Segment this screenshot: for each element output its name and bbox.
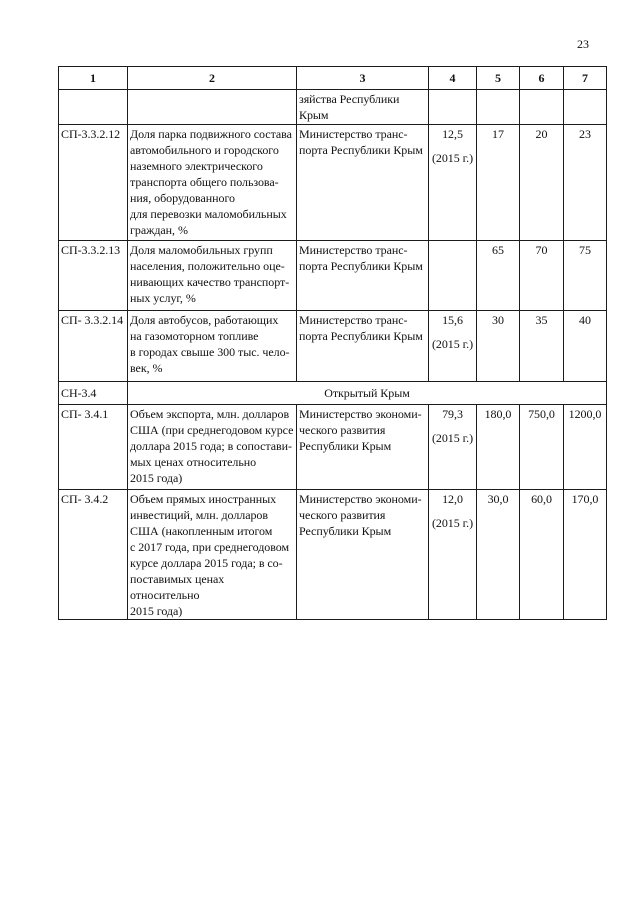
value-cell-5: 65	[477, 241, 520, 311]
value-cell-5: 30,0	[477, 490, 520, 620]
indicator-name-cell: Доля автобусов, работающих на газомоторном топливе в городах свыше 300 тыс. чело- век, %	[128, 311, 297, 382]
value-cell-6: 750,0	[520, 405, 564, 490]
value-cell-7: 75	[564, 241, 607, 311]
value-cell-7: 1200,0	[564, 405, 607, 490]
section-code-cell: СН-3.4	[59, 382, 128, 405]
base-value: 12,0	[442, 492, 463, 506]
value-cell-6: 60,0	[520, 490, 564, 620]
column-header-1: 1	[59, 67, 128, 90]
responsible-body-cell: Министерство транс- порта Республики Крым	[297, 241, 429, 311]
section-title: Открытый Крым	[128, 382, 607, 405]
value-cell-7	[564, 90, 607, 125]
base-value-cell	[429, 405, 477, 490]
indicator-code-cell: СП- 3.4.1	[59, 405, 128, 490]
column-header-7: 7	[564, 67, 607, 90]
column-header-4: 4	[429, 67, 477, 90]
column-header-6: 6	[520, 67, 564, 90]
base-value: 79,3	[442, 407, 463, 421]
value-cell-6: 35	[520, 311, 564, 382]
base-year: (2015 г.)	[431, 151, 474, 165]
page-number: 23	[577, 37, 589, 51]
responsible-body-cell: Министерство экономи- ческого развития Республики Крым	[297, 405, 429, 490]
indicator-code-cell: СП-3.3.2.12	[59, 125, 128, 241]
value-cell-5: 30	[477, 311, 520, 382]
base-value: 15,6	[442, 313, 463, 327]
indicator-name-cell: Доля маломобильных групп населения, положительно оце- нивающих качество транспорт- ных услуг, %	[128, 241, 297, 311]
table-header-row	[59, 67, 607, 90]
table-row	[59, 311, 607, 382]
base-year: (2015 г.)	[431, 337, 474, 351]
indicator-name-cell: Объем экспорта, млн. долларов США (при среднегодовом курсе доллара 2015 года; в сопостави- мых ценах относительно 2015 года)	[128, 405, 297, 490]
responsible-body-cell: Министерство транс- порта Республики Крым	[297, 311, 429, 382]
value-cell-7: 23	[564, 125, 607, 241]
value-cell-6: 20	[520, 125, 564, 241]
indicator-code-cell: СП-3.3.2.13	[59, 241, 128, 311]
column-header-5: 5	[477, 67, 520, 90]
indicator-code-cell: СП- 3.3.2.14	[59, 311, 128, 382]
responsible-body-cell: зяйства Республики Крым	[297, 90, 429, 125]
indicator-name-cell: Объем прямых иностранных инвестиций, млн. долларов США (накопленным итогом с 2017 года, при среднегодовом курсе доллара 2015 года; в со- поставимых ценах относительно 2015 года)	[128, 490, 297, 620]
indicators-table	[58, 66, 607, 620]
value-cell-6	[520, 90, 564, 125]
base-year: (2015 г.)	[431, 516, 474, 530]
table-body	[59, 90, 607, 620]
value-cell-6: 70	[520, 241, 564, 311]
base-year: (2015 г.)	[431, 431, 474, 445]
value-cell-5: 180,0	[477, 405, 520, 490]
responsible-body-cell: Министерство экономи- ческого развития Республики Крым	[297, 490, 429, 620]
value-cell-7: 170,0	[564, 490, 607, 620]
indicator-name-cell: Доля парка подвижного состава автомобильного и городского наземного электрического транспорта общего пользова- ния, оборудованного для перевозки маломобильных граждан, %	[128, 125, 297, 241]
base-value-cell	[429, 241, 477, 311]
base-value-cell	[429, 311, 477, 382]
base-value-cell	[429, 90, 477, 125]
section-row	[59, 382, 607, 405]
responsible-body-cell: Министерство транс- порта Республики Крым	[297, 125, 429, 241]
indicator-name-cell	[128, 90, 297, 125]
table-head	[59, 67, 607, 90]
table-row	[59, 490, 607, 620]
value-cell-5	[477, 90, 520, 125]
column-header-2: 2	[128, 67, 297, 90]
base-value-cell	[429, 125, 477, 241]
table-row	[59, 241, 607, 311]
value-cell-5: 17	[477, 125, 520, 241]
table-row	[59, 125, 607, 241]
indicator-code-cell: СП- 3.4.2	[59, 490, 128, 620]
table-row	[59, 90, 607, 125]
indicator-code-cell	[59, 90, 128, 125]
base-value-cell	[429, 490, 477, 620]
value-cell-7: 40	[564, 311, 607, 382]
table-row	[59, 405, 607, 490]
base-value: 12,5	[442, 127, 463, 141]
column-header-3: 3	[297, 67, 429, 90]
